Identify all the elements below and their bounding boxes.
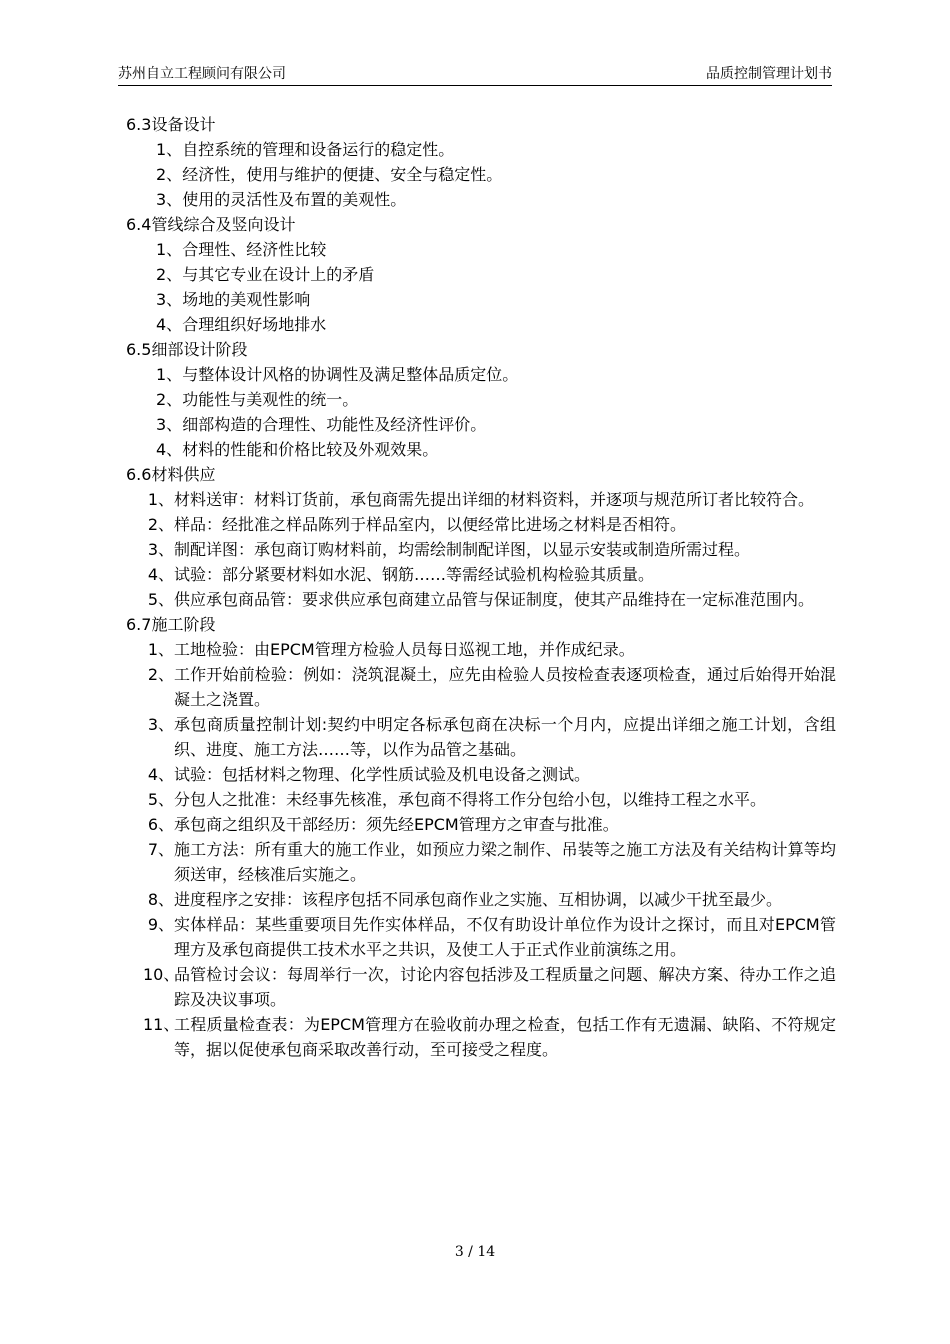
list-item-number: 11、 [143,1015,180,1034]
list-item-text: 与其它专业在设计上的矛盾 [182,265,375,284]
list-item [126,487,836,512]
list-item-text: 合理组织好场地排水 [182,315,327,334]
section-heading: 6.5细部设计阶段 [126,340,248,359]
list-item-text: 合理性、经济性比较 [182,240,327,259]
list-item-number: 2、 [156,390,183,409]
page-content [126,112,836,1062]
list-item-number: 5、 [147,790,174,809]
list-item-text: 品管检讨会议：每周举行一次，讨论内容包括涉及工程质量之问题、解决方案、待办工作之追踪及决议事项。 [174,965,836,1009]
list-item [126,587,836,612]
list-item [126,512,836,537]
list-item [126,837,836,887]
list-item-number: 8、 [147,890,174,909]
list-item-text: 使用的灵活性及布置的美观性。 [182,190,407,209]
list-item-number: 7、 [147,840,174,859]
document-title: 品质控制管理计划书 [706,66,832,82]
list-item [126,187,836,212]
list-item-number: 3、 [147,715,174,734]
list-item-number: 1、 [156,365,183,384]
list-item [126,1012,836,1062]
list-item-number: 4、 [156,440,183,459]
list-item-number: 3、 [147,540,174,559]
list-item-number: 3、 [156,415,183,434]
list-item [126,237,836,262]
list-item [126,887,836,912]
list-item-number: 4、 [147,565,174,584]
list-item-number: 6、 [147,815,174,834]
list-item-number: 5、 [147,590,174,609]
list-item [126,962,836,1012]
list-item-text: 承包商质量控制计划:契约中明定各标承包商在决标一个月内，应提出详细之施工计划，含组织、进度、施工方法……等，以作为品管之基础。 [174,715,836,759]
page-header [118,66,832,86]
list-item-text: 供应承包商品管：要求供应承包商建立品管与保证制度，使其产品维持在一定标准范围内。 [174,590,815,609]
list-item-number: 10、 [143,965,180,984]
list-item-number: 3、 [156,190,183,209]
section-heading: 6.3设备设计 [126,115,216,134]
list-item [126,787,836,812]
list-item-text: 试验：部分紧要材料如水泥、钢筋……等需经试验机构检验其质量。 [174,565,655,584]
section-heading: 6.6材料供应 [126,465,216,484]
list-item [126,762,836,787]
section-heading: 6.7施工阶段 [126,615,216,634]
list-item-number: 2、 [156,265,183,284]
list-item-text: 工程质量检查表：为EPCM管理方在验收前办理之检查，包括工作有无遗漏、缺陷、不符规定等，据以促使承包商采取改善行动，至可接受之程度。 [174,1015,836,1059]
list-item-number: 9、 [147,915,174,934]
section-heading: 6.4管线综合及竖向设计 [126,215,296,234]
list-item-number: 4、 [147,765,174,784]
list-item [126,637,836,662]
list-item-number: 2、 [156,165,183,184]
company-name: 苏州自立工程顾问有限公司 [118,66,286,82]
list-item-text: 材料的性能和价格比较及外观效果。 [182,440,439,459]
list-item [126,912,836,962]
list-item [126,412,836,437]
list-item-number: 4、 [156,315,183,334]
list-item-text: 自控系统的管理和设备运行的稳定性。 [182,140,455,159]
list-item-text: 场地的美观性影响 [182,290,311,309]
list-item-text: 实体样品：某些重要项目先作实体样品，不仅有助设计单位作为设计之探讨，而且对EPCM管理方及承包商提供工技术水平之共识，及使工人于正式作业前演练之用。 [174,915,836,959]
list-item-number: 1、 [147,640,174,659]
list-item-text: 功能性与美观性的统一。 [182,390,359,409]
page-number: 3 / 14 [454,1244,496,1260]
list-item [126,262,836,287]
list-item-text: 工地检验：由EPCM管理方检验人员每日巡视工地，并作成纪录。 [174,640,635,659]
list-item [126,387,836,412]
list-item [126,287,836,312]
list-item [126,437,836,462]
list-item [126,137,836,162]
list-item [126,662,836,712]
list-item-number: 1、 [156,240,183,259]
list-item [126,812,836,837]
list-item-text: 进度程序之安排：该程序包括不同承包商作业之实施、互相协调，以减少干扰至最少。 [174,890,783,909]
list-item-text: 试验：包括材料之物理、化学性质试验及机电设备之测试。 [174,765,591,784]
list-item-text: 与整体设计风格的协调性及满足整体品质定位。 [182,365,519,384]
list-item-text: 细部构造的合理性、功能性及经济性评价。 [182,415,487,434]
list-item-text: 经济性，使用与维护的便捷、安全与稳定性。 [182,165,503,184]
list-item-text: 分包人之批准：未经事先核准，承包商不得将工作分包给小包，以维持工程之水平。 [174,790,767,809]
list-item-text: 样品：经批准之样品陈列于样品室内，以便经常比进场之材料是否相符。 [174,515,687,534]
list-item-text: 制配详图：承包商订购材料前，均需绘制制配详图，以显示安装或制造所需过程。 [174,540,751,559]
list-item-text: 承包商之组织及干部经历：须先经EPCM管理方之审查与批准。 [174,815,619,834]
list-item-number: 3、 [156,290,183,309]
list-item-text: 工作开始前检验：例如：浇筑混凝土，应先由检验人员按检查表逐项检查，通过后始得开始混凝土之浇置。 [174,665,836,709]
list-item-number: 1、 [156,140,183,159]
list-item [126,362,836,387]
list-item [126,312,836,337]
list-item [126,562,836,587]
list-item [126,537,836,562]
list-item-number: 1、 [147,490,174,509]
list-item-number: 2、 [147,665,174,684]
list-item-number: 2、 [147,515,174,534]
list-item-text: 施工方法：所有重大的施工作业，如预应力梁之制作、吊装等之施工方法及有关结构计算等均须送审，经核准后实施之。 [174,840,836,884]
list-item [126,712,836,762]
list-item [126,162,836,187]
list-item-text: 材料送审：材料订货前，承包商需先提出详细的材料资料，并逐项与规范所订者比较符合。 [174,490,815,509]
